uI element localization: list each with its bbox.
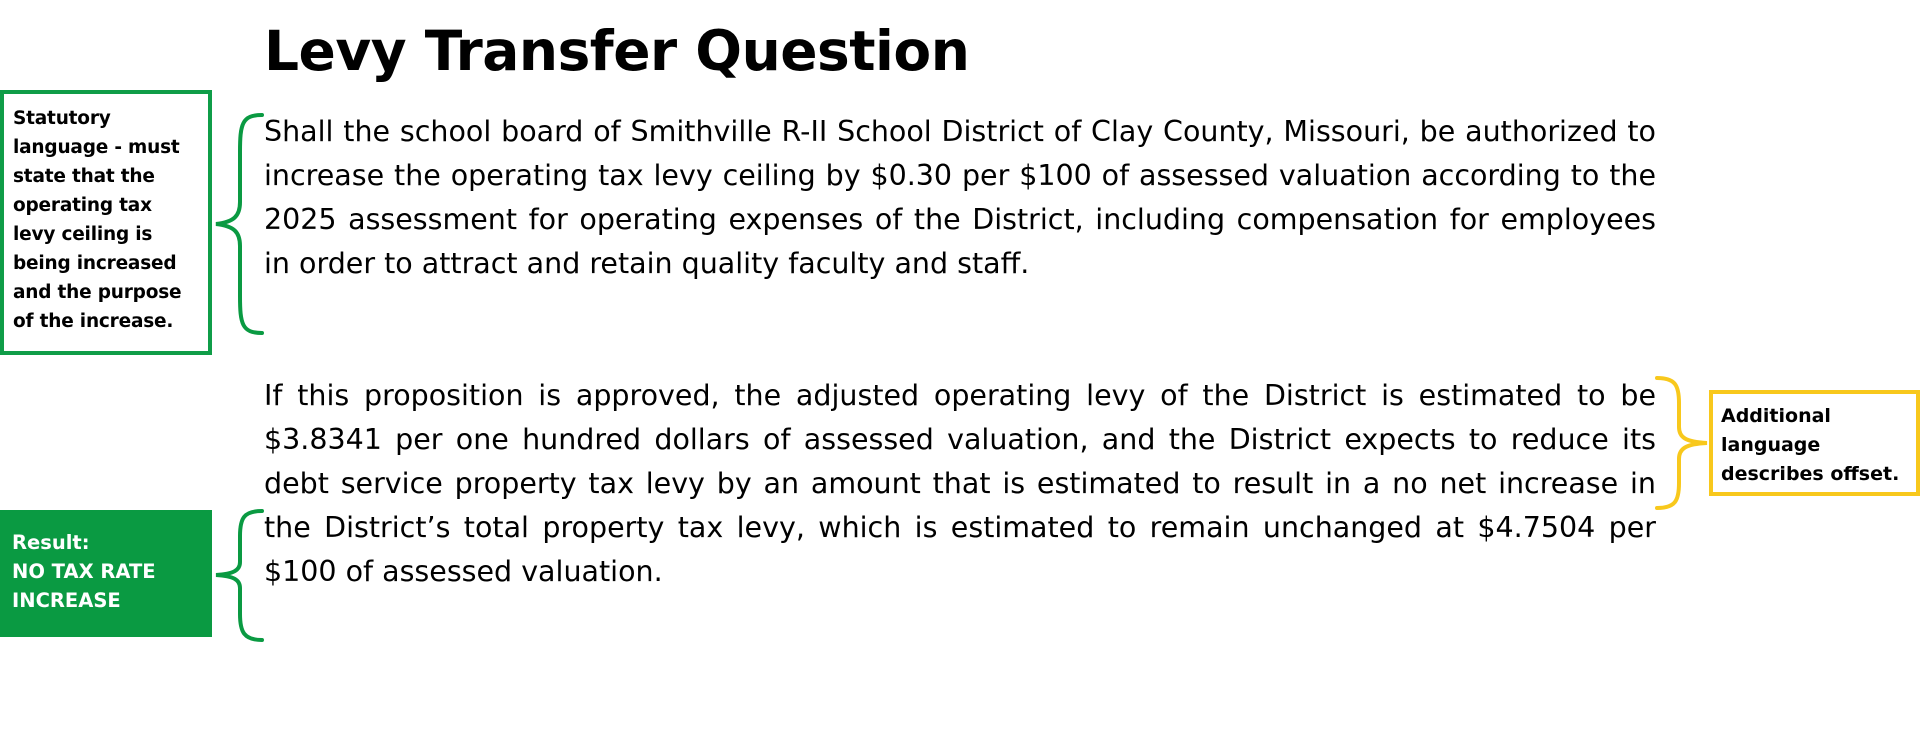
page-title: Levy Transfer Question [264, 19, 970, 83]
statutory-paragraph: Shall the school board of Smithville R-II School District of Clay County, Missouri, be authorized to increase the operating tax levy ceiling by $0.30 per $100 of assessed valuation according to the 2025 assessment for operating expenses of the District, including compensation for employees in order to attract and retain quality faculty and staff. [264, 115, 1656, 280]
statutory-brace [212, 112, 264, 336]
statutory-language-note: Statutory language - must state that the operating tax levy ceiling is being increased and the purpose of the increase. [0, 90, 212, 355]
result-brace [212, 508, 264, 644]
offset-paragraph: If this proposition is approved, the adjusted operating levy of the District is estimated to be $3.8341 per one hundred dollars of assessed valuation, and the District expects to reduce its debt service property tax levy by an amount that is estimated to result in a no net increase in the District’s total property tax levy, which is estimated to remain unchanged at $4.7504 per $100 of assessed valuation. [264, 379, 1656, 588]
result-label: Result: [12, 531, 90, 554]
result-value: NO TAX RATE INCREASE [12, 560, 156, 612]
offset-language-note: Additional language describes offset. [1709, 390, 1920, 496]
offset-brace [1655, 375, 1709, 511]
result-badge [0, 510, 212, 637]
